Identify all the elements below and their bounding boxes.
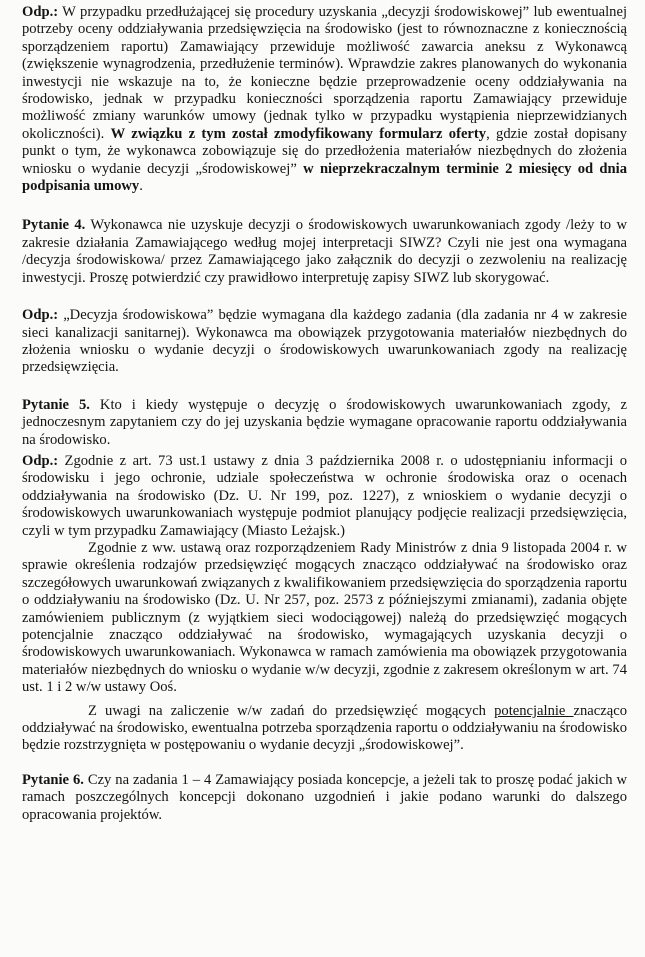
answer-bold-text: w nieprzekraczalnym terminie 2 miesięcy od dnia podpisania umowy — [22, 160, 627, 195]
answer-text: W przypadku przedłużającej się procedury uzyskania „decyzji środowiskowej” lub ewentualnej potrzeby oceny oddziaływania przedsięwzięcia na środowisko (jest to równoznaczne z koniecznością sporządzeniem raportu) Zamawiający przewiduje możliwość zawarcia aneksu z Wykonawcą (zwiększenie wynagrodzenia, przedłużenie terminów). Wprawdzie zakres planowanych do wykonania inwestycji nie wskazuje na to, że konieczne będzie przeprowadzenie oceny oddziaływania na środowisko, jednak w przypadku konieczności sporządzenia raportu Zamawiający przewiduje możliwość zmiany warunków umowy (jednak tylko w przypadku wystąpienia nieprzewidzianych okoliczności). — [22, 4, 627, 142]
question-4 — [22, 217, 627, 287]
answer-text: Z uwagi na zaliczenie w/w zadań do przedsięwzięć mogących — [88, 702, 495, 719]
answer-5-paragraph-3 — [22, 703, 627, 755]
answer-text: . — [139, 178, 143, 195]
underlined-word: potencjalnie — [494, 702, 574, 719]
answer-paragraph-3 — [22, 4, 627, 195]
question-text: Kto i kiedy występuje o decyzję o środowiskowych uwarunkowaniach zgody, z jednoczesnym zapytaniem czy do jej uzyskania będzie wymagane opracowanie raportu oddziaływania na środowisko. — [22, 396, 627, 448]
answer-text: „Decyzja środowiskowa” będzie wymagana dla każdego zadania (dla zadania nr 4 w zakresie sieci kanalizacji sanitarnej). Wykonawca ma obowiązek przygotowania materiałów niezbędnych do złożenia wniosku o wydanie decyzji o środowiskowych uwarunkowaniach zgody na realizację przedsięwzięcia. — [22, 307, 627, 376]
question-label: Pytanie 6. — [22, 771, 84, 788]
answer-5 — [22, 453, 627, 540]
question-text: Czy na zadania 1 – 4 Zamawiający posiada koncepcje, a jeżeli tak to proszę podać jakich w ramach poszczególnych koncepcji dokonano uzgodnień i jakie podano warunki do dalszego opracowania projektów. — [22, 771, 627, 823]
answer-text: , gdzie został dopisany punkt o tym, że wykonawca zobowiązuje się do przedłożenia materiałów niezbędnych do złożenia wniosku o wydanie decyzji „środowiskowej” — [22, 125, 628, 177]
answer-label: Odp.: — [22, 452, 59, 469]
question-label: Pytanie 4. — [22, 217, 86, 234]
question-5 — [22, 397, 627, 449]
answer-bold-text: W związku z tym został zmodyfikowany formularz oferty — [110, 125, 487, 142]
question-text: Wykonawca nie uzyskuje decyzji o środowiskowych uwarunkowaniach zgody /leży to w zakresie działania Zamawiającego według mojej interpretacji SIWZ? Czyli nie jest ona wymagana /decyzja środowiskowa/ przez Zamawiającego jako załącznik do decyzji o zezwoleniu na realizację inwestycji. Proszę potwierdzić czy prawidłowo interpretuję zapisy SIWZ lub skorygować. — [22, 217, 627, 286]
answer-text: Zgodnie z art. 73 ust.1 ustawy z dnia 3 października 2008 r. o udostępnianiu informacji o środowisku i jego ochronie, udziale społeczeństwa w ochronie środowiska oraz o ocenach oddziaływania na środowisko (Dz. U. Nr 199, poz. 1227), z wnioskiem o wydanie decyzji o środowiskowych uwarunkowaniach występuje podmiot planujący podjęcie realizacji przedsięwzięcia, czyli w tym przypadku Zamawiający (Miasto Leżajsk.) — [22, 452, 627, 539]
answer-text: Zgodnie z ww. ustawą oraz rozporządzeniem Rady Ministrów z dnia 9 listopada 2004 r. w sprawie określenia rodzajów przedsięwzięć mogących znacząco oddziaływać na środowisko oraz szczegółowych uwarunkowań związanych z kwalifikowaniem przedsięwzięcia do sporządzenia raportu o oddziaływaniu na środowisko (Dz. U. Nr 257, poz. 2573 z późniejszymi zmianami), zadania objęte zamówieniem publicznym (z wyjątkiem sieci wodociągowej) należą do przedsięwzięć mogących potencjalnie znacząco oddziaływać na środowisko, wymagających uzyskania decyzji o środowiskowych uwarunkowaniach. Wykonawca w ramach zamówienia ma obowiązek przygotowania materiałów niezbędnych do wniosku o wydanie w/w decyzji, zgodnie z zakresem określonym w art. 74 ust. 1 i 2 w/w ustawy Ooś. — [22, 539, 627, 696]
answer-5-paragraph-2 — [22, 540, 627, 697]
answer-label: Odp.: — [22, 4, 59, 20]
answer-text: znacząco oddziaływać na środowisko, ewentualna potrzeba sporządzenia raportu o oddziaływaniu na środowisko będzie rozstrzygnięta w postępowaniu o wydanie decyzji „środowiskowej”. — [22, 702, 627, 754]
answer-4 — [22, 307, 627, 377]
question-6 — [22, 772, 627, 824]
question-label: Pytanie 5. — [22, 396, 90, 413]
answer-label: Odp.: — [22, 307, 59, 324]
